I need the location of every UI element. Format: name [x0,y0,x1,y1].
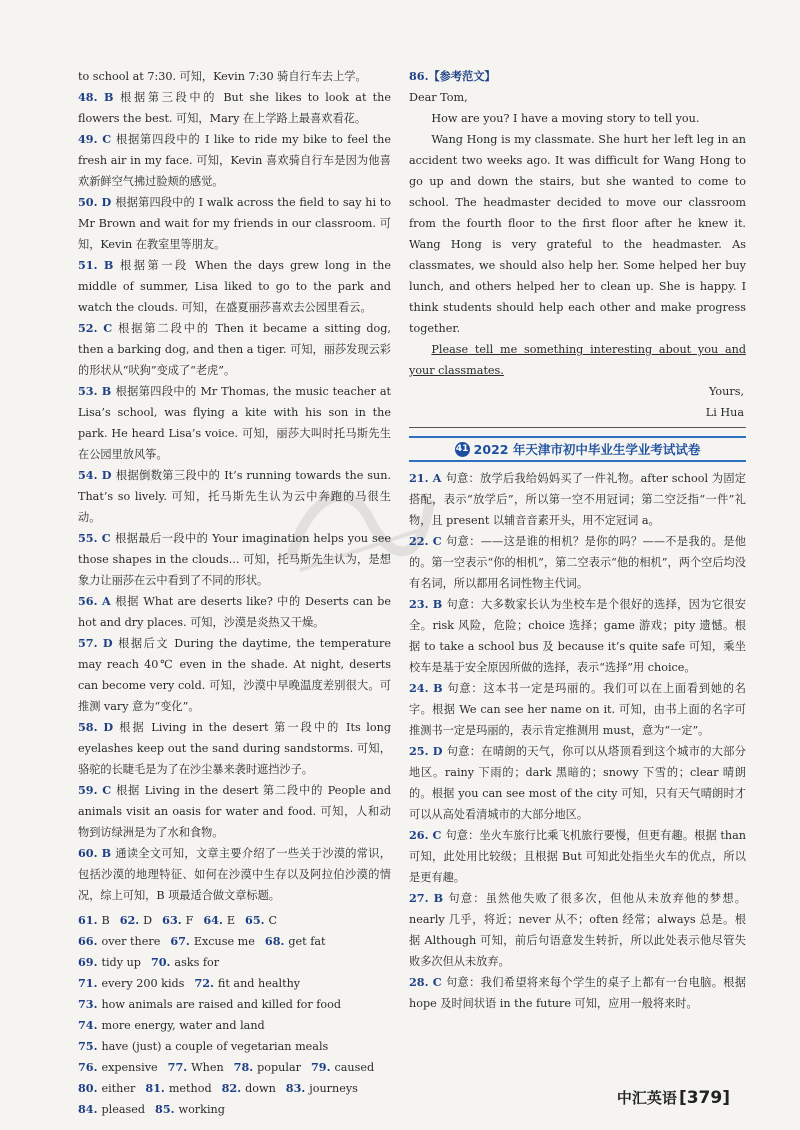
answer-text: caused [334,1061,375,1074]
exam-section-banner [409,436,746,462]
question-number: 51. B [78,258,114,272]
essay-closing: Yours, [709,385,744,398]
answer-item [168,1061,224,1074]
question-number: 61. [78,913,98,927]
explanation-text: to school at 7:30. 可知，Kevin 7:30 骑自行车去上学。 [78,70,367,83]
question-number: 24. B [409,681,443,695]
explanation-text: 根据第四段中的 I walk across the field to say hi to Mr Brown and wait for my friends in our classroom. 可知，Kevin 在教室里等朋友。 [78,196,392,251]
essay-paragraph: Wang Hong is my classmate. She hurt her left leg in an accident two weeks ago. It was difficult for Wang Hong to go up and down the stairs, but she wanted to come to school. The headmaster decided to move our classroom from the fourth floor to the first floor after he knew it. Wang Hong is very grateful to the headmaster. As classmates, we should also help her. Some helped her buy lunch, and others helped her to clean up. She is happy. I think students should help each other and make progress together. [409,133,746,335]
answer-item [78,1019,265,1032]
answer-explanation [78,87,391,129]
explanation-text: 根据 Living in the desert 第二段中的 People and animals visit an oasis for water and food. 可知，人和动物到访绿洲是为了水和食物。 [78,784,391,839]
answer-item [78,914,110,927]
answer-item [151,956,219,969]
question-number: 23. B [409,597,443,611]
question-number: 58. D [78,720,114,734]
question-number: 66. [78,934,98,948]
answer-item [78,1061,158,1074]
question-number: 81. [145,1081,165,1095]
answer-explanation [78,129,391,192]
explanation-text: 句意：——这是谁的相机？是你的吗？——不是我的。是他的。第一空表示“你的相机”，第二空表示“他的相机”，两个空后均没有名词，所以都用名词性物主代词。 [409,535,746,590]
answer-item [78,977,184,990]
answer-item [286,1082,358,1095]
question-number: 60. B [78,846,112,860]
answer-item [155,1103,225,1116]
question-number: 67. [170,934,190,948]
section-title: 2022 年天津市初中毕业生学业考试试卷 [473,441,701,457]
answer-text: F [185,914,194,927]
answer-text: pleased [101,1103,146,1116]
question-number: 78. [233,1060,254,1074]
explanation-text: 根据倒数第三段中的 It’s running towards the sun. That’s so lively. 可知，托马斯先生认为云中奔跑的马很生动。 [78,469,391,524]
answer-explanation [409,972,746,1014]
question-number: 83. [285,1081,306,1095]
question-number: 62. [119,913,140,927]
explanation-text: 句意：我们希望将来每个学生的桌子上都有一台电脑。根据 hope 及时间状语 in the future 可知，应用一般将来时。 [409,976,746,1010]
question-number: 64. [203,913,223,927]
answer-text: fit and healthy [217,977,301,990]
explanation-text: 根据后文 During the daytime, the temperature may reach 40℃ even in the shade. At night, deserts can become very cold. 可知，沙漠中早晚温度差别很大。可推测 vary 意为“变化”。 [78,637,391,713]
answer-item [234,1061,301,1074]
section-number-badge: 41 [455,442,470,457]
essay-header: 86.【参考范文】 [409,69,496,83]
answer-explanation [78,255,391,318]
question-number: 68. [264,934,285,948]
question-number: 63. [162,913,182,927]
answer-explanation [78,780,391,843]
explanation-text: 句意：坐火车旅行比乘飞机旅行要慢，但更有趣。根据 than 可知，此处用比较级；且根据 But 可知此处指坐火车的优点，所以是更有趣。 [409,829,747,884]
answer-item [145,1082,211,1095]
answer-text: C [268,914,278,927]
answer-text: either [101,1082,136,1095]
answer-item [203,914,235,927]
explanation-text: 通读全文可知，文章主要介绍了一些关于沙漠的常识，包括沙漠的地理特征、如何在沙漠中生存以及阿拉伯沙漠的情况，综上可知，B 项最适合做文章标题。 [78,847,391,902]
explanation-text: 根据 Living in the desert 第一段中的 Its long eyelashes keep out the sand during sandstorms. 可知，骆驼的长睫毛是为了在沙尘暴来袭时遮挡沙子。 [78,721,391,776]
answer-explanation [409,825,746,888]
answer-text: working [178,1103,225,1116]
answer-row [78,910,391,931]
answer-text: method [168,1082,212,1095]
question-number: 53. B [78,384,112,398]
question-number: 55. C [78,531,111,545]
left-entries [78,66,391,906]
answer-text: more energy, water and land [101,1019,265,1032]
answer-explanation [409,678,746,741]
answer-explanation [409,468,746,531]
answer-text: E [226,914,236,927]
answer-text: get fat [288,935,326,948]
answer-item [78,956,141,969]
answer-explanation [409,531,746,594]
question-number: 69. [78,955,98,969]
answer-explanation [409,741,746,825]
fill-in-answers [78,910,391,1120]
question-number: 72. [194,976,214,990]
page-number: [379] [678,1088,730,1108]
question-number: 84. [78,1102,98,1116]
answer-explanation [78,66,391,87]
question-number: 48. B [78,90,114,104]
question-number: 54. D [78,468,112,482]
question-number: 22. C [409,534,442,548]
answer-explanation [78,318,391,381]
question-number: 80. [78,1081,98,1095]
answer-text: D [143,914,153,927]
answer-item [120,914,152,927]
explanation-text: 根据第四段中的 I like to ride my bike to feel the fresh air in my face. 可知，Kevin 喜欢骑自行车是因为他喜欢新鲜空气拂过脸颊的感觉。 [78,133,391,188]
question-number: 79. [311,1060,331,1074]
explanation-text: 根据第二段中的 Then it became a sitting dog, then a barking dog, and then a tiger. 可知，丽莎发现云彩的形状从“吠狗”变成了“老虎”。 [78,322,391,377]
essay-paragraph: Please tell me something interesting about you and your classmates. [409,343,746,377]
explanation-text: 根据第四段中的 Mr Thomas, the music teacher at Lisa’s school, was flying a kite with his son in the park. He heard Lisa’s voice. 可知，丽莎大叫时托马斯先生在公园里放风筝。 [78,385,391,461]
answer-text: Excuse me [193,935,255,948]
question-number: 59. C [78,783,112,797]
answer-row [78,1057,391,1078]
question-number: 49. C [78,132,112,146]
question-number: 65. [245,913,265,927]
answer-row [78,931,391,952]
divider [409,427,746,428]
answer-item [170,935,255,948]
answer-item [78,1103,145,1116]
answer-row [78,952,391,973]
question-number: 82. [221,1081,242,1095]
explanation-text: 根据 What are deserts like? 中的 Deserts can be hot and dry places. 可知，沙漠是炎热又干燥。 [78,595,391,629]
question-number: 76. [78,1060,98,1074]
right-column [409,66,746,1014]
answer-explanation [409,888,746,972]
answer-row [78,994,391,1015]
left-column [78,66,391,1120]
question-number: 71. [78,976,98,990]
answer-text: over there [101,935,161,948]
essay-greeting: Dear Tom, [409,91,468,104]
question-number: 50. D [78,195,112,209]
answer-row [78,1078,391,1099]
answer-explanation [78,717,391,780]
question-number: 74. [78,1018,98,1032]
question-number: 73. [78,997,98,1011]
question-number: 85. [155,1102,175,1116]
answer-text: When [191,1061,224,1074]
answer-text: popular [257,1061,301,1074]
answer-item [78,1040,328,1053]
answer-text: asks for [174,956,220,969]
answer-row [78,1015,391,1036]
explanation-text: 根据第一段 When the days grew long in the middle of summer, Lisa liked to go to the park and watch the clouds. 可知，在盛夏丽莎喜欢去公园里看云。 [78,259,391,314]
question-number: 77. [167,1060,188,1074]
answer-explanation [78,843,391,906]
answer-item [311,1061,374,1074]
question-number: 25. D [409,744,443,758]
question-number: 28. C [409,975,442,989]
answer-item [78,935,160,948]
question-number: 21. A [409,471,442,485]
answer-text: have (just) a couple of vegetarian meals [101,1040,329,1053]
answer-item [162,914,193,927]
answer-text: how animals are raised and killed for food [101,998,342,1011]
answer-explanation [78,381,391,465]
answer-row [78,1099,391,1120]
answer-item [78,998,341,1011]
question-number: 26. C [409,828,442,842]
essay-paragraph: How are you? I have a moving story to tell you. [431,112,700,125]
explanation-text: 句意：在晴朗的天气，你可以从塔顶看到这个城市的大部分地区。rainy 下雨的；dark 黑暗的；snowy 下雪的；clear 晴朗的。根据 you can see most of the city 可知，只有天气晴朗时才可以从高处看清城市的大部分地区。 [409,745,746,821]
answer-item [78,1082,135,1095]
answer-explanation [78,528,391,591]
explanation-text: 句意：放学后我给妈妈买了一件礼物。after school 为固定搭配，表示“放学后”，所以第一空不用冠词；第二空泛指“一件”礼物，且 present 以辅音音素开头，用不定冠词 a。 [409,472,746,527]
answer-item [265,935,326,948]
explanation-text: 根据第三段中的 But she likes to look at the flowers the best. 可知，Mary 在上学路上最喜欢看花。 [78,91,391,125]
answer-row [78,973,391,994]
question-number: 56. A [78,594,111,608]
question-number: 70. [150,955,171,969]
question-number: 27. B [409,891,444,905]
answer-explanation [409,594,746,678]
question-number: 57. D [78,636,113,650]
page-footer [617,1087,730,1108]
question-number: 52. C [78,321,113,335]
explanation-text: 根据最后一段中的 Your imagination helps you see those shapes in the clouds... 可知，托马斯先生认为，是想象力让丽莎在云中看到了不同的形状。 [78,532,391,587]
explanation-text: 句意：大多数家长认为坐校车是个很好的选择，因为它很安全。risk 风险，危险；choice 选择；game 游戏；pity 遗憾。根据 to take a school bus 及 because it’s quite safe 可知，乘坐校车是基于安全原因所做的选择，表示“选择”用 choice。 [409,598,746,674]
answer-explanation [78,633,391,717]
answer-text: B [101,914,110,927]
answer-text: journeys [309,1082,358,1095]
explanation-text: 句意：虽然他失败了很多次，但他从未放弃他的梦想。nearly 几乎，将近；never 从不；often 经常；always 总是。根据 Although 可知，前后句语意发生转折，所以此处表示他尽管失败多次但从未放弃。 [409,892,746,968]
answer-item [245,914,277,927]
answer-explanation [78,591,391,633]
question-number: 75. [78,1039,98,1053]
answer-text: expensive [101,1061,158,1074]
answer-item [194,977,300,990]
sample-essay [409,66,746,423]
explanation-text: 句意：这本书一定是玛丽的。我们可以在上面看到她的名字。根据 We can see her name on it. 可知，由书上面的名字可推测书一定是玛丽的，表示肯定推测用 must，意为“一定”。 [409,682,746,737]
answer-item [222,1082,276,1095]
answer-text: every 200 kids [101,977,185,990]
answer-text: down [245,1082,276,1095]
right-entries [409,468,746,1014]
brand-name: 中汇英语 [616,1089,677,1107]
answer-text: tidy up [101,956,141,969]
answer-row [78,1036,391,1057]
answer-explanation [78,465,391,528]
essay-signature: Li Hua [705,406,744,419]
answer-explanation [78,192,391,255]
